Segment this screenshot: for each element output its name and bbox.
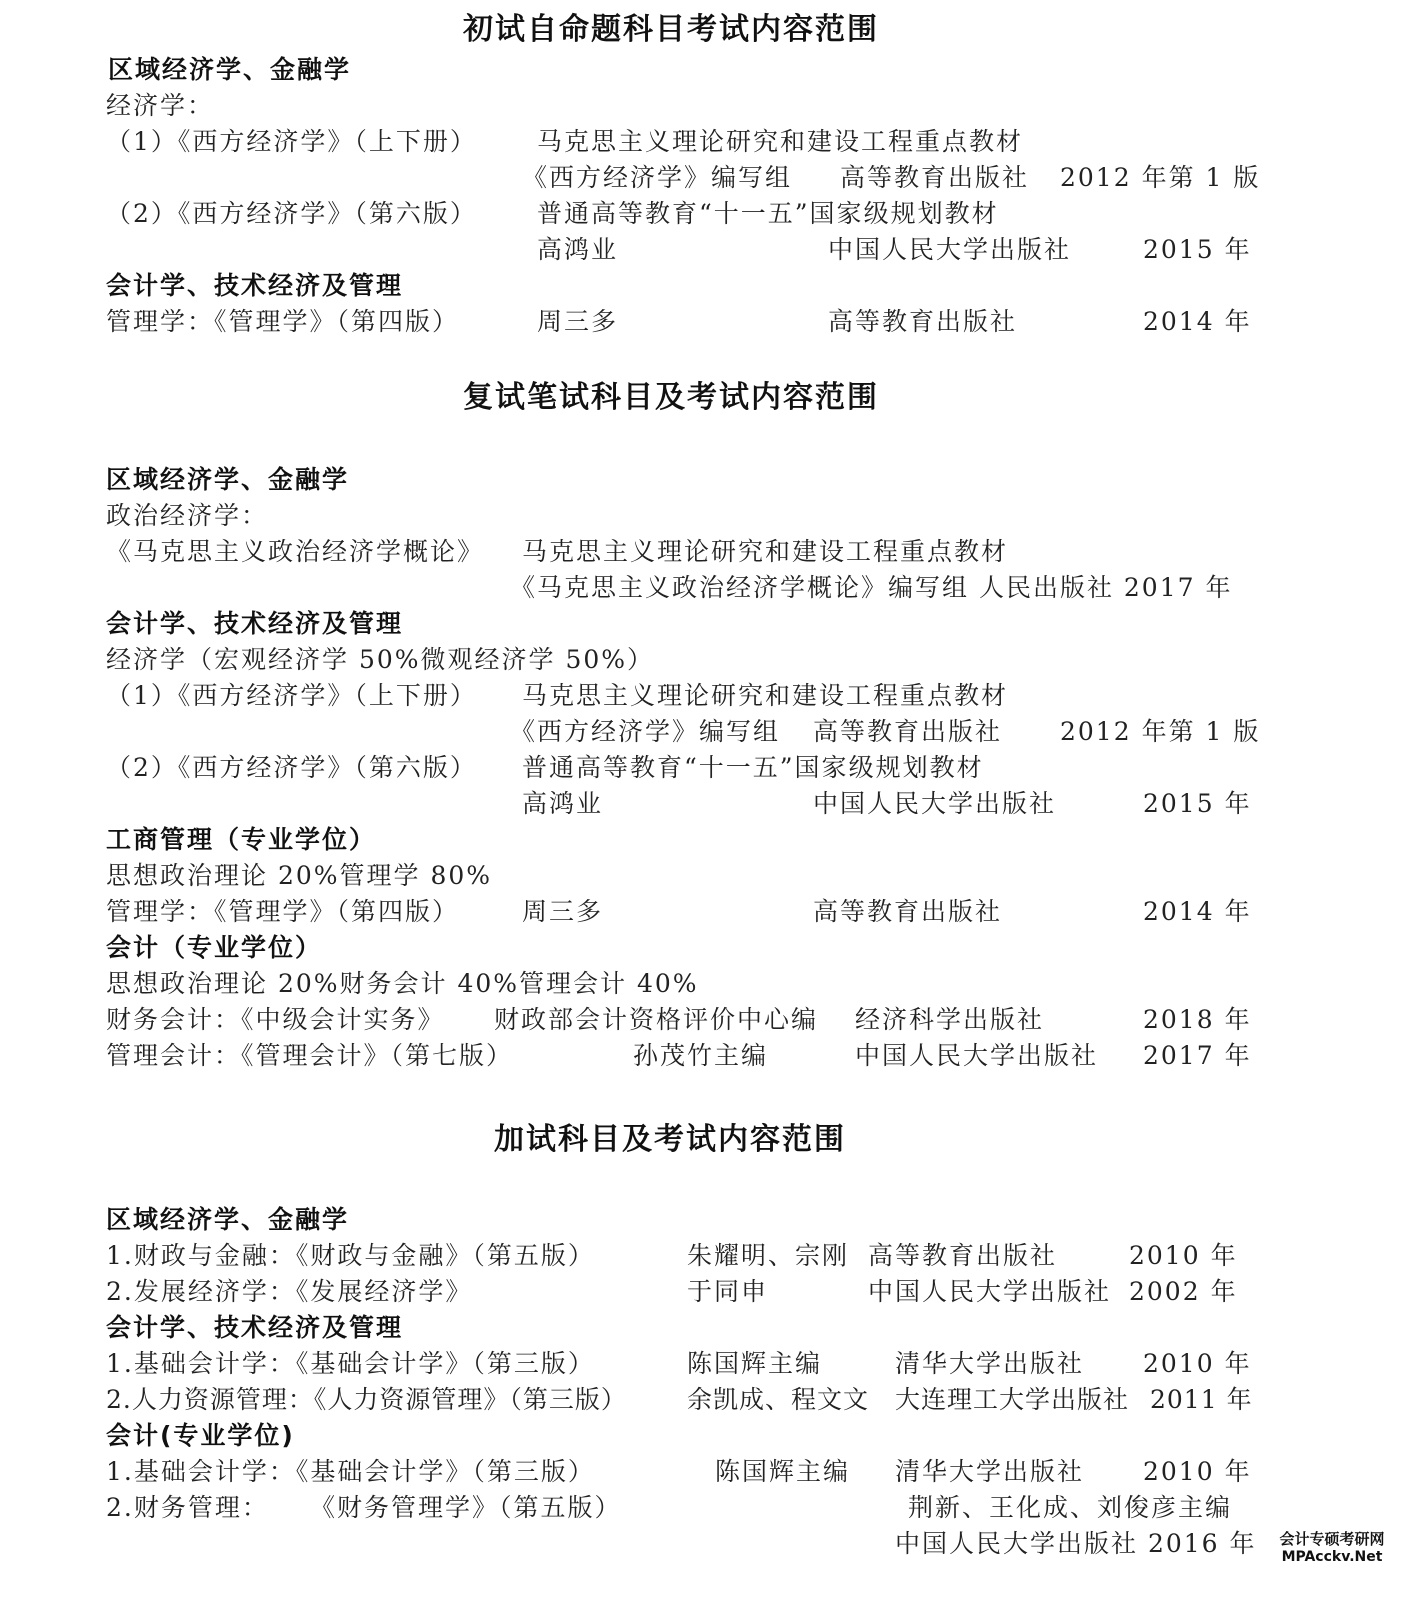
subject-label: 经济学： — [106, 91, 215, 120]
book-year: 2018 年 — [1143, 1005, 1252, 1034]
category-heading: 区域经济学、金融学 — [108, 55, 352, 84]
book-author: 余凯成、程文文 — [687, 1385, 870, 1414]
book-author: 周三多 — [522, 897, 604, 926]
category-heading: 区域经济学、金融学 — [106, 465, 350, 494]
book-series: 普通高等教育“十一五”国家级规划教材 — [522, 753, 984, 782]
book-detail: 《马克思主义政治经济学概论》编写组 人民出版社 2017 年 — [510, 573, 1233, 602]
book-title: （1）《西方经济学》（上下册） — [106, 681, 477, 710]
book-title: 管理学：《管理学》（第四版） — [106, 307, 460, 336]
book-year: 2012 年第 1 版 — [1060, 163, 1261, 192]
book-publisher: 经济科学出版社 — [855, 1005, 1045, 1034]
book-publisher: 中国人民大学出版社 — [813, 789, 1057, 818]
book-title: （1）《西方经济学》（上下册） — [106, 127, 477, 156]
book-publisher: 高等教育出版社 — [828, 307, 1018, 336]
book-series: 马克思主义理论研究和建设工程重点教材 — [522, 681, 1009, 710]
book-publisher: 中国人民大学出版社 2016 年 — [895, 1529, 1257, 1558]
book-title: 财务会计：《中级会计实务》 — [106, 1005, 445, 1034]
category-heading: 会计（专业学位） — [106, 933, 323, 962]
category-heading: 区域经济学、金融学 — [106, 1205, 350, 1234]
category-heading: 会计学、技术经济及管理 — [106, 609, 404, 638]
watermark-line2: MPAcckv.Net — [1281, 1549, 1383, 1565]
book-year: 2014 年 — [1143, 897, 1252, 926]
book-author: 陈国辉主编 — [715, 1457, 851, 1486]
book-title: 1.基础会计学：《基础会计学》（第三版） — [106, 1457, 595, 1486]
book-author: 高鸿业 — [522, 789, 604, 818]
book-publisher: 高等教育出版社 — [813, 897, 1003, 926]
book-title: 1.基础会计学：《基础会计学》（第三版） — [106, 1349, 595, 1378]
book-author: 周三多 — [537, 307, 619, 336]
book-title-name: 《财务管理学》（第五版） — [310, 1493, 622, 1522]
book-author: 孙茂竹主编 — [633, 1041, 769, 1070]
watermark-line1: 会计专硕考研网 — [1279, 1530, 1385, 1548]
book-publisher: 中国人民大学出版社 — [868, 1277, 1112, 1306]
book-year: 2010 年 — [1143, 1457, 1252, 1486]
book-author: 荆新、王化成、刘俊彦主编 — [908, 1493, 1233, 1522]
book-year: 2010 年 — [1129, 1241, 1238, 1270]
category-heading: 会计学、技术经济及管理 — [106, 271, 404, 300]
section-title-additional-exam: 加试科目及考试内容范围 — [494, 1122, 846, 1157]
book-series: 马克思主义理论研究和建设工程重点教材 — [522, 537, 1009, 566]
book-publisher: 清华大学出版社 — [895, 1457, 1085, 1486]
book-publisher: 中国人民大学出版社 — [828, 235, 1072, 264]
book-publisher: 高等教育出版社 — [868, 1241, 1058, 1270]
book-author: 财政部会计资格评价中心编 — [494, 1005, 819, 1034]
book-year: 2002 年 — [1129, 1277, 1238, 1306]
book-author: 朱耀明、宗刚 — [687, 1241, 850, 1270]
book-publisher: 清华大学出版社 — [895, 1349, 1085, 1378]
book-author: 高鸿业 — [537, 235, 619, 264]
watermark-logo — [1262, 1530, 1402, 1566]
book-year: 2017 年 — [1143, 1041, 1252, 1070]
book-series: 普通高等教育“十一五”国家级规划教材 — [537, 199, 999, 228]
book-title: 2.财务管理： — [106, 1493, 269, 1522]
book-year: 2015 年 — [1143, 789, 1252, 818]
book-title: 2.人力资源管理：《人力资源管理》（第三版） — [106, 1385, 627, 1414]
book-year: 2011 年 — [1150, 1385, 1253, 1414]
book-author: 于同申 — [687, 1277, 769, 1306]
section-title-retest-written: 复试笔试科目及考试内容范围 — [463, 380, 879, 415]
book-author: 《西方经济学》编写组 — [522, 163, 793, 192]
book-year: 2012 年第 1 版 — [1060, 717, 1261, 746]
section-title-initial-exam: 初试自命题科目考试内容范围 — [463, 12, 879, 47]
book-title: 《马克思主义政治经济学概论》 — [106, 537, 485, 566]
book-title: 2.发展经济学：《发展经济学》 — [106, 1277, 473, 1306]
subject-label: 思想政治理论 20%管理学 80% — [106, 861, 493, 890]
category-heading: 工商管理（专业学位） — [106, 825, 377, 854]
book-title: 管理会计：《管理会计》（第七版） — [106, 1041, 514, 1070]
book-series: 马克思主义理论研究和建设工程重点教材 — [537, 127, 1024, 156]
book-title: 1.财政与金融：《财政与金融》（第五版） — [106, 1241, 595, 1270]
book-publisher: 中国人民大学出版社 — [855, 1041, 1099, 1070]
book-publisher: 大连理工大学出版社 — [895, 1385, 1130, 1414]
book-publisher: 高等教育出版社 — [813, 717, 1003, 746]
category-heading: 会计(专业学位) — [106, 1421, 295, 1450]
subject-label: 经济学（宏观经济学 50%微观经济学 50%） — [106, 645, 655, 674]
category-heading: 会计学、技术经济及管理 — [106, 1313, 404, 1342]
book-publisher: 高等教育出版社 — [840, 163, 1030, 192]
book-year: 2015 年 — [1143, 235, 1252, 264]
subject-label: 政治经济学： — [106, 501, 269, 530]
book-author: 陈国辉主编 — [687, 1349, 823, 1378]
book-title: （2）《西方经济学》（第六版） — [106, 199, 477, 228]
book-title: （2）《西方经济学》（第六版） — [106, 753, 477, 782]
book-title: 管理学：《管理学》（第四版） — [106, 897, 460, 926]
subject-label: 思想政治理论 20%财务会计 40%管理会计 40% — [106, 969, 699, 998]
book-author: 《西方经济学》编写组 — [510, 717, 781, 746]
book-year: 2010 年 — [1143, 1349, 1252, 1378]
book-year: 2014 年 — [1143, 307, 1252, 336]
